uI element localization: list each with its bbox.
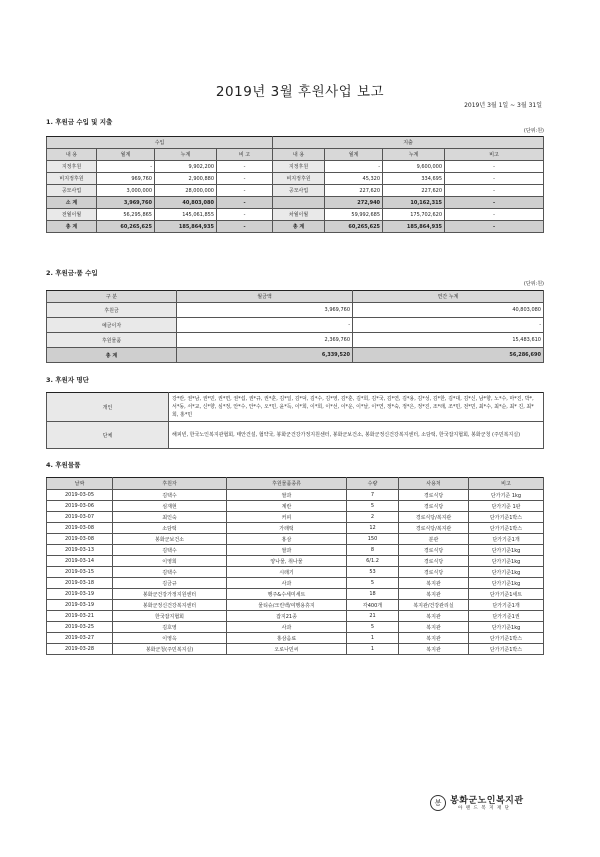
table-cell: 비지정후원 [47,173,97,185]
table-row [47,644,544,655]
table-cell: 봉화군건강가정지원센터 [113,589,227,600]
table-cell: - [353,318,544,333]
table-cell: 2019-03-28 [47,644,113,655]
column-header: 비 고 [217,149,273,161]
table-cell: 40,803,080 [155,197,217,209]
income-expense-table [46,136,544,233]
table-cell: 단가기준1kg [469,545,544,556]
table-cell: - [177,318,353,333]
table-cell: 차월이월 [273,209,325,221]
table-cell: 총 계 [273,221,325,233]
table-cell: 2,900,880 [155,173,217,185]
table-cell: 2019-03-18 [47,578,113,589]
column-header: 비고 [445,149,544,161]
table-cell: 복지관 [399,644,469,655]
table-row [47,185,544,197]
table-cell: 김금규 [113,578,227,589]
table-cell: 2019-03-25 [47,622,113,633]
table-cell: 김호영 [113,622,227,633]
table-cell: 경로식당/복지관 [399,523,469,534]
table-cell: 53 [347,567,399,578]
individual-donors: 강*란, 권*남, 권*민, 권*면, 권*섭, 권*규, 권*훈, 김*일, 김*덕, 김*수, 김*영, 김*훈, 김*희, 김*국, 김*연, 김*용, 김*성, 김*한, 김*대, 김*신, 남*향, 노*수, 마*진, 박*, 서*동, 서*교, 신*향, 심*정, 안*수, 안*수, 오*민, 윤*득, 이*희, 이*희, 이*선, 이*운, 이*날, 이*연, 정*숙, 정*은, 정*진, 조*래, 조*민, 전*민, 최*수, 최*순, 최* 진, 최*희, 홍*민 [169,393,544,422]
table-cell: 김택수 [113,567,227,578]
table-cell: 59,992,685 [325,209,383,221]
group-donors: 해피빈, 한국노인복지관협회, 태안건설, 협약국, 봉화군건강가정지원센터, 봉화군보건소, 봉화군정신건강복지센터, 소담떡, 한국잡지협회, 봉화군청 (주민복지실) [169,422,544,449]
table-cell: 5 [347,578,399,589]
table-cell: 334,695 [383,173,445,185]
table-cell: 홍삼음료 [227,633,347,644]
column-header: 월금액 [177,291,353,303]
table-cell: 185,864,935 [383,221,445,233]
table-cell: 공모사업 [273,185,325,197]
table-cell: - [445,173,544,185]
table-cell [273,197,325,209]
table-row [47,633,544,644]
table-cell: 56,295,865 [97,209,155,221]
table-cell: 단가기준1개 [469,600,544,611]
table-row [47,422,544,449]
table-row [47,534,544,545]
table-cell: 2019-03-15 [47,567,113,578]
table-cell: 후원물품 [47,333,177,348]
table-cell: 단가기준1kg [469,556,544,567]
column-header: 내 용 [47,149,97,161]
table-cell: 2019-03-08 [47,523,113,534]
section2-unit: (단위:원) [523,281,544,287]
table-cell: 단가기준1박스 [469,512,544,523]
column-header: 비고 [469,478,544,490]
column-header: 사용처 [399,478,469,490]
table-cell: 쌀과 [227,545,347,556]
table-row [47,161,544,173]
table-header-row [47,291,544,303]
table-cell: 최인숙 [113,512,227,523]
table-cell: - [445,185,544,197]
table-cell: 3,969,760 [97,197,155,209]
table-cell: 심재현 [113,501,227,512]
table-row [47,578,544,589]
table-cell: 사과 [227,578,347,589]
column-header: 누계 [383,149,445,161]
table-cell: 10,162,315 [383,197,445,209]
table-cell: 21 [347,611,399,622]
donation-income-table [46,290,544,363]
column-header: 누계 [155,149,217,161]
column-header: 구 분 [47,291,177,303]
table-cell: 28,000,000 [155,185,217,197]
table-cell: 60,265,625 [97,221,155,233]
table-cell: 단가기준1kg [469,622,544,633]
table-cell: 969,760 [97,173,155,185]
table-cell: 145,061,855 [155,209,217,221]
table-cell: 8 [347,545,399,556]
table-cell: 3,000,000 [97,185,155,197]
table-cell: - [325,161,383,173]
table-cell: 지정후원 [273,161,325,173]
table-cell: 김택수 [113,490,227,501]
table-cell: 경로식당 [399,545,469,556]
table-cell: 45,320 [325,173,383,185]
table-cell: 185,864,935 [155,221,217,233]
section4-heading: 4. 후원물품 [46,461,81,469]
table-cell: 1 [347,644,399,655]
table-cell: 물티슈/크린백/여행용휴지 [227,600,347,611]
table-cell: 소 계 [47,197,97,209]
logo-subtitle: 아 랜 드 복 지 재 단 [458,806,511,811]
table-cell: 소담떡 [113,523,227,534]
table-cell: - [217,197,273,209]
table-row [47,556,544,567]
logo-name: 봉화군노인복지관 [450,796,524,806]
organization-logo [430,793,546,815]
table-cell: 3,969,760 [177,303,353,318]
table-cell: 잡지21종 [227,611,347,622]
table-cell: 계란 [227,501,347,512]
table-row [47,490,544,501]
table-cell: 단가기준 1판 [469,501,544,512]
table-cell: 경로식당 [399,490,469,501]
table-cell: 전월이월 [47,209,97,221]
table-cell: 9,902,200 [155,161,217,173]
table-row [47,303,544,318]
column-header: 월계 [325,149,383,161]
table-row [47,523,544,534]
table-cell: 단가기준1개 [469,534,544,545]
column-header: 날짜 [47,478,113,490]
table-cell: 단가기준1권 [469,611,544,622]
table-cell: 1 [347,633,399,644]
table-cell: 경로식당 [399,501,469,512]
table-cell: 각400개 [347,600,399,611]
table-cell: - [445,197,544,209]
column-header: 연간 누계 [353,291,544,303]
table-cell: 5 [347,501,399,512]
column-header: 수량 [347,478,399,490]
table-cell: 2,369,760 [177,333,353,348]
table-cell: 2 [347,512,399,523]
table-cell: 지정후원 [47,161,97,173]
table-cell: - [445,209,544,221]
page-title: 2019년 3월 후원사업 보고 [215,84,385,100]
table-header-row [47,149,544,161]
section1-heading: 1. 후원금 수입 및 지출 [46,118,113,126]
table-cell: 양나물, 취나물 [227,556,347,567]
table-cell: 6,339,520 [177,348,353,363]
column-header: 후원자 [113,478,227,490]
table-cell: 이영희 [113,556,227,567]
table-cell: 복지관 [399,589,469,600]
table-cell: 예금이자 [47,318,177,333]
table-cell: 272,940 [325,197,383,209]
table-cell: 경로식당/복지관 [399,512,469,523]
table-cell: 커피 [227,512,347,523]
table-cell: 단가기준1세트 [469,589,544,600]
table-cell: 오로나민씨 [227,644,347,655]
table-cell: 56,286,690 [353,348,544,363]
table-cell: 복지관 [399,633,469,644]
table-cell: - [97,161,155,173]
table-cell: 경로식당 [399,556,469,567]
table-cell: 18 [347,589,399,600]
logo-mark-icon: 봉 [430,795,446,811]
table-cell: 분관 [399,534,469,545]
table-cell: - [217,161,273,173]
donor-list-table [46,392,544,449]
column-header: 내 용 [273,149,325,161]
table-cell: 복지관 [399,611,469,622]
table-row [47,622,544,633]
table-cell: 한국잡지협회 [113,611,227,622]
table-cell: - [217,221,273,233]
table-row [47,393,544,422]
table-row [47,600,544,611]
table-cell: 후원금 [47,303,177,318]
table-cell: 총 계 [47,221,97,233]
income-header: 수입 [47,137,273,149]
table-cell: 15,483,610 [353,333,544,348]
section1-unit: (단위:원) [523,128,544,134]
table-cell: 봉화군청(주민복지실) [113,644,227,655]
table-cell: 쌀과 [227,490,347,501]
table-row [47,221,544,233]
table-cell: 2019-03-19 [47,600,113,611]
table-row [47,589,544,600]
expense-header: 지출 [273,137,544,149]
table-cell: 6/1.2 [347,556,399,567]
table-cell: 2019-03-27 [47,633,113,644]
table-cell: 복지관 [399,578,469,589]
table-cell: - [445,221,544,233]
donated-goods-table [46,477,544,655]
table-row [47,348,544,363]
table-cell: 홍삼 [227,534,347,545]
table-cell: 227,620 [325,185,383,197]
table-cell: 단가기준 1kg [469,490,544,501]
table-cell: 단가기준1kg [469,578,544,589]
table-row [47,545,544,556]
table-cell: 227,620 [383,185,445,197]
table-cell: 사과 [227,622,347,633]
table-cell: 단가기준1kg [469,567,544,578]
table-cell: 가래떡 [227,523,347,534]
table-cell: 175,702,620 [383,209,445,221]
column-header: 월계 [97,149,155,161]
group-label: 단체 [47,422,169,449]
table-cell: 2019-03-07 [47,512,113,523]
individual-label: 개인 [47,393,169,422]
table-row [47,567,544,578]
table-row [47,611,544,622]
table-cell: 2019-03-08 [47,534,113,545]
table-cell: 40,803,080 [353,303,544,318]
table-cell: 150 [347,534,399,545]
table-row [47,333,544,348]
table-row [47,318,544,333]
table-cell: 60,265,625 [325,221,383,233]
table-cell: 이영옥 [113,633,227,644]
table-cell: - [217,185,273,197]
table-cell: 2019-03-13 [47,545,113,556]
table-cell: 공모사업 [47,185,97,197]
table-row [47,209,544,221]
table-cell: 7 [347,490,399,501]
section2-heading: 2. 후원금·품 수입 [46,269,98,277]
table-cell: 9,600,000 [383,161,445,173]
column-header: 후원물품종류 [227,478,347,490]
table-cell: 단가기준1박스 [469,633,544,644]
table-cell: 2019-03-21 [47,611,113,622]
table-cell: 2019-03-19 [47,589,113,600]
table-cell: 봉화군정신건강복지센터 [113,600,227,611]
table-cell: 단가기준1박스 [469,523,544,534]
table-cell: 12 [347,523,399,534]
table-cell: 경로식당 [399,567,469,578]
table-cell: 5 [347,622,399,633]
table-cell: 비지정후원 [273,173,325,185]
section3-heading: 3. 후원자 명단 [46,376,89,384]
table-row [47,173,544,185]
table-row [47,501,544,512]
table-cell: 2019-03-06 [47,501,113,512]
table-header-row [47,478,544,490]
table-cell: 총 계 [47,348,177,363]
table-cell: 봉화군보건소 [113,534,227,545]
table-cell: - [217,173,273,185]
table-row [47,512,544,523]
table-cell: 시래기 [227,567,347,578]
table-cell: 김택수 [113,545,227,556]
table-cell: 단가기준1박스 [469,644,544,655]
table-cell: - [217,209,273,221]
table-cell: 복지관 [399,622,469,633]
table-cell: - [445,161,544,173]
table-cell: 복지관/건강관리실 [399,600,469,611]
table-cell: 행주&수세미세트 [227,589,347,600]
table-cell: 2019-03-14 [47,556,113,567]
table-cell: 2019-03-05 [47,490,113,501]
table-row [47,197,544,209]
report-period: 2019년 3월 1일 ~ 3월 31일 [464,102,542,109]
